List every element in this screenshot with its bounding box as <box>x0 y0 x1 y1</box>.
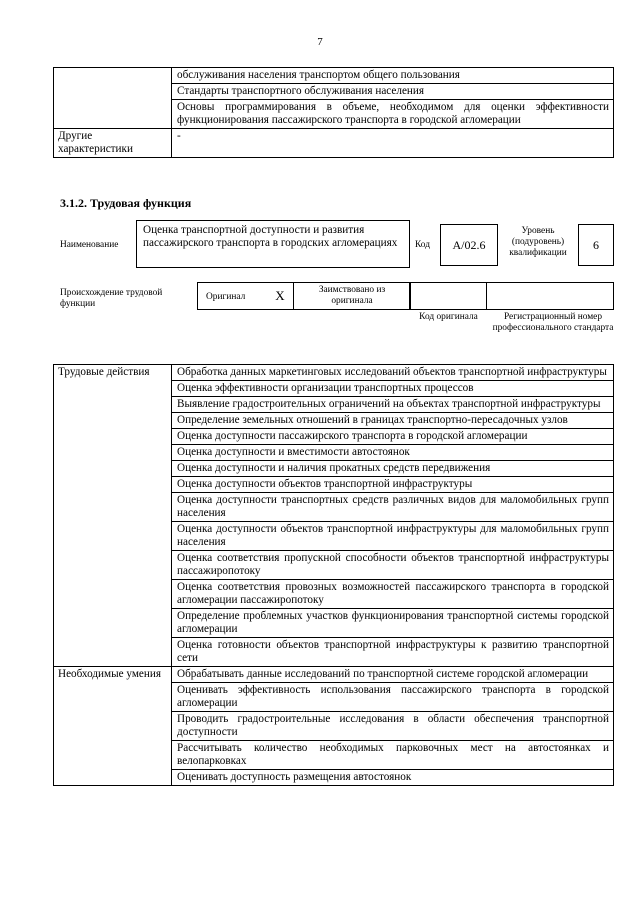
labor-action-4: Оценка доступности пассажирского транспорта в городской агломерации <box>172 429 614 445</box>
function-name-box: Оценка транспортной доступности и развития пассажирского транспорта в городских агломерациях <box>136 220 410 268</box>
reg-number-box <box>486 282 614 310</box>
reg-number-label: Регистрационный номер профессионального стандарта <box>492 312 614 333</box>
top-table <box>53 67 614 158</box>
other-characteristics-label: Другие характеристики <box>54 129 172 158</box>
top-table-value-0: обслуживания населения транспортом общего пользования <box>172 68 614 84</box>
labor-action-9: Оценка доступности объектов транспортной инфраструктуры для маломобильных групп населения <box>172 522 614 551</box>
code-original-box <box>410 282 487 310</box>
labor-action-8: Оценка доступности транспортных средств различных видов для маломобильных групп населения <box>172 493 614 522</box>
top-table-label-empty <box>54 68 172 129</box>
level-label: Уровень (подуровень) квалификации <box>509 226 567 258</box>
original-mark: X <box>275 288 285 303</box>
code-original-label: Код оригинала <box>419 312 478 322</box>
section-title: 3.1.2. Трудовая функция <box>60 196 192 210</box>
labor-action-5: Оценка доступности и вместимости автостоянок <box>172 445 614 461</box>
borrowed-label: Заимствовано из оригинала <box>318 285 386 306</box>
skill-1: Оценивать эффективность использования пассажирского транспорта в городской агломерации <box>172 683 614 712</box>
function-level-box: 6 <box>578 224 614 266</box>
skill-3: Рассчитывать количество необходимых парковочных мест на автостоянках и велопарковках <box>172 741 614 770</box>
skill-0: Обрабатывать данные исследований по транспортной системе городской агломерации <box>172 667 614 683</box>
labor-action-6: Оценка доступности и наличия прокатных средств передвижения <box>172 461 614 477</box>
labor-action-3: Определение земельных отношений в границах транспортно-пересадочных узлов <box>172 413 614 429</box>
origin-box <box>197 282 410 310</box>
main-table <box>53 364 614 786</box>
labor-action-7: Оценка доступности объектов транспортной инфраструктуры <box>172 477 614 493</box>
labor-action-12: Определение проблемных участков функционирования транспортной системы городской агломерации <box>172 609 614 638</box>
table-row <box>54 68 614 84</box>
table-row <box>54 365 614 381</box>
code-label: Код <box>415 240 430 250</box>
labor-action-13: Оценка готовности объектов транспортной инфраструктуры к развитию транспортной сети <box>172 638 614 667</box>
other-characteristics-value: - <box>172 129 614 158</box>
labor-action-1: Оценка эффективности организации транспортных процессов <box>172 381 614 397</box>
table-row <box>54 129 614 158</box>
original-label: Оригинал <box>206 292 246 302</box>
table-row <box>54 667 614 683</box>
skills-label: Необходимые умения <box>54 667 172 786</box>
skill-4: Оценивать доступность размещения автостоянок <box>172 770 614 786</box>
labor-action-10: Оценка соответствия пропускной способности объектов транспортной инфраструктуры пассажиропотоку <box>172 551 614 580</box>
top-table-value-1: Стандарты транспортного обслуживания населения <box>172 84 614 100</box>
skill-2: Проводить градостроительные исследования в области обеспечения транспортной доступности <box>172 712 614 741</box>
page-number: 7 <box>317 36 323 48</box>
top-table-value-2: Основы программирования в объеме, необходимом для оценки эффективности функционирования пассажирского транспорта в городской агломерации <box>172 100 614 129</box>
labor-action-0: Обработка данных маркетинговых исследований объектов транспортной инфраструктуры <box>172 365 614 381</box>
origin-divider <box>293 283 294 309</box>
name-label: Наименование <box>60 240 119 250</box>
labor-action-11: Оценка соответствия провозных возможностей пассажирского транспорта в городской агломерации пассажиропотоку <box>172 580 614 609</box>
labor-action-2: Выявление градостроительных ограничений на объектах транспортной инфраструктуры <box>172 397 614 413</box>
labor-actions-label: Трудовые действия <box>54 365 172 667</box>
origin-label: Происхождение трудовой функции <box>60 288 163 309</box>
function-code-box: А/02.6 <box>440 224 498 266</box>
